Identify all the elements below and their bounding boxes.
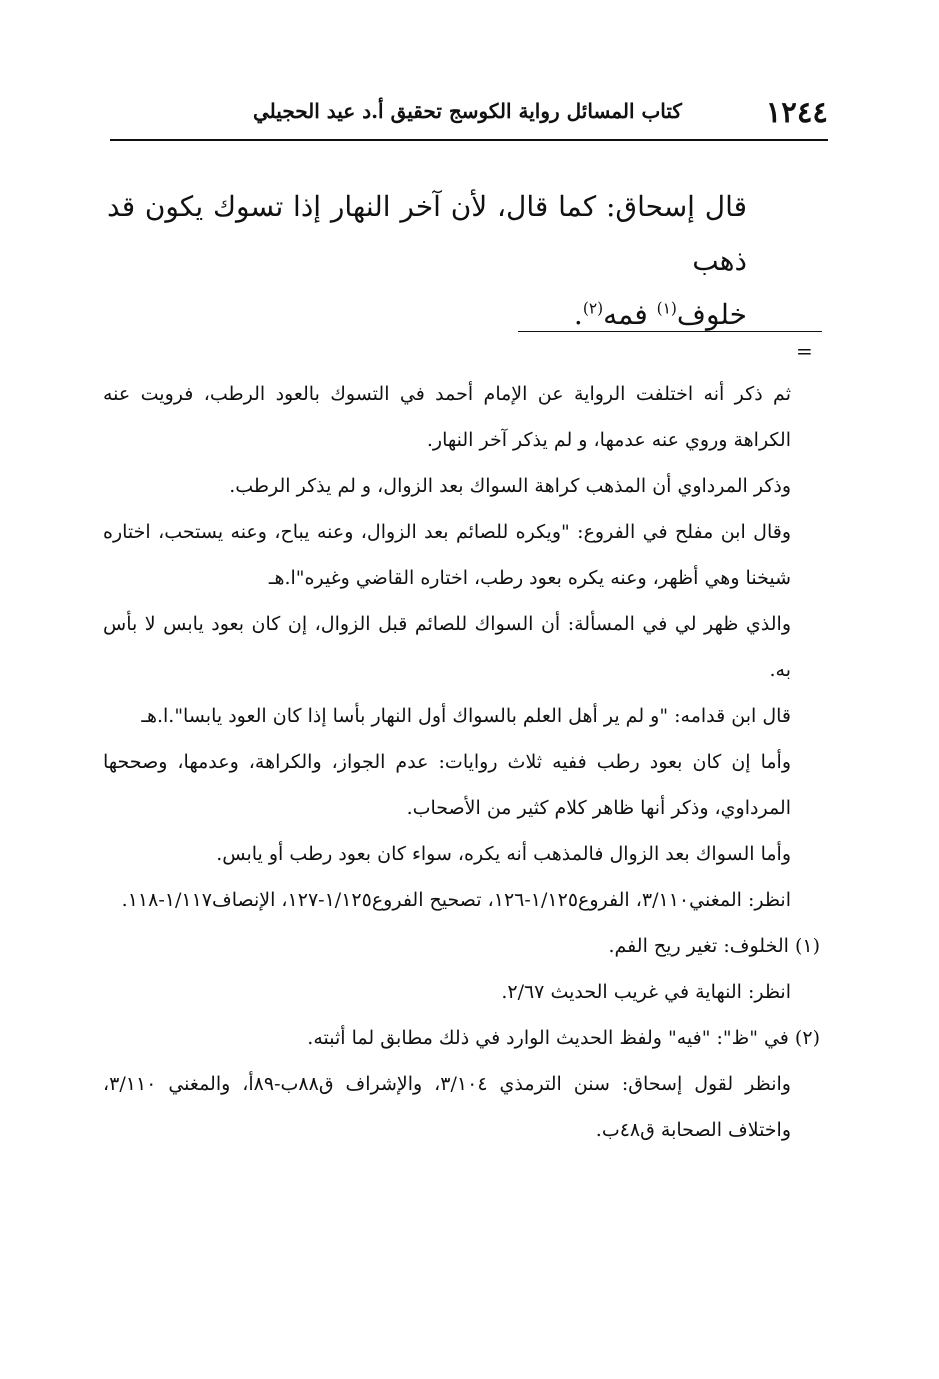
footnote-2: (٢) في "ظ": "فيه" ولفظ الحديث الوارد في ذلك مطابق لما أثبته. — [307, 1027, 820, 1049]
footnote-2-reference: وانظر لقول إسحاق: سنن الترمذي ٣/١٠٤، والإشراف ق٨٨ب-٨٩أ، والمغني ٣/١١٠، واختلاف الصحابة ق٤٨ب. — [103, 1073, 791, 1141]
page-number: ١٢٤٤ — [765, 95, 828, 129]
footnote-ref-2: (٢) — [582, 299, 604, 318]
footnotes — [103, 371, 820, 1153]
continuation-mark: = — [796, 339, 813, 363]
footnote-paragraph: وأما السواك بعد الزوال فالمذهب أنه يكره، سواء كان بعود رطب أو يابس. — [216, 843, 791, 865]
footnote-paragraph: ثم ذكر أنه اختلفت الرواية عن الإمام أحمد في التسوك بالعود الرطب، فرويت عنه الكراهة وروي عنه عدمها، و لم يذكر آخر النهار. — [103, 383, 791, 451]
footnote-paragraph: وذكر المرداوي أن المذهب كراهة السواك بعد الزوال، و لم يذكر الرطب. — [229, 475, 791, 497]
main-line-2 — [107, 288, 747, 342]
main-text-segment: خلوف — [676, 298, 747, 331]
header-rule — [110, 139, 828, 141]
footnote-separator — [518, 331, 822, 332]
page-header — [110, 95, 828, 131]
main-text-segment: فمه — [603, 298, 657, 331]
main-line-1: قال إسحاق: كما قال، لأن آخر النهار إذا تسوك يكون قد ذهب — [107, 190, 747, 277]
running-title: كتاب المسائل رواية الكوسج تحقيق أ.د عيد الحجيلي — [253, 99, 682, 123]
footnote-ref-1: (١) — [656, 299, 677, 318]
footnote-paragraph: والذي ظهر لي في المسألة: أن السواك للصائم قبل الزوال، إن كان بعود يابس لا بأس به. — [103, 613, 791, 681]
footnote-paragraph: وأما إن كان بعود رطب ففيه ثلاث روايات: عدم الجواز، والكراهة، وعدمها، وصححها المرداوي، وذكر أنها ظاهر كلام كثير من الأصحاب. — [103, 751, 791, 819]
footnote-paragraph: انظر: المغني٣/١١٠، الفروع١/١٢٥-١٢٦، تصحيح الفروع١/١٢٥-١٢٧، الإنصاف١/١١٧-١١٨. — [121, 889, 791, 911]
footnote-paragraph: قال ابن قدامه: "و لم ير أهل العلم بالسواك أول النهار بأسا إذا كان العود يابسا".ا.هـ — [141, 705, 791, 727]
main-text-segment: . — [573, 298, 583, 331]
footnote-1-reference: انظر: النهاية في غريب الحديث ٢/٦٧. — [501, 981, 791, 1003]
footnote-paragraph: وقال ابن مفلح في الفروع: "ويكره للصائم بعد الزوال، وعنه يباح، وعنه يستحب، اختاره شيخنا وهي أظهر، وعنه يكره بعود رطب، اختاره القاضي وغيره"ا.هـ — [103, 521, 791, 589]
main-text — [107, 180, 747, 342]
footnote-1: (١) الخلوف: تغير ريح الفم. — [608, 935, 820, 957]
